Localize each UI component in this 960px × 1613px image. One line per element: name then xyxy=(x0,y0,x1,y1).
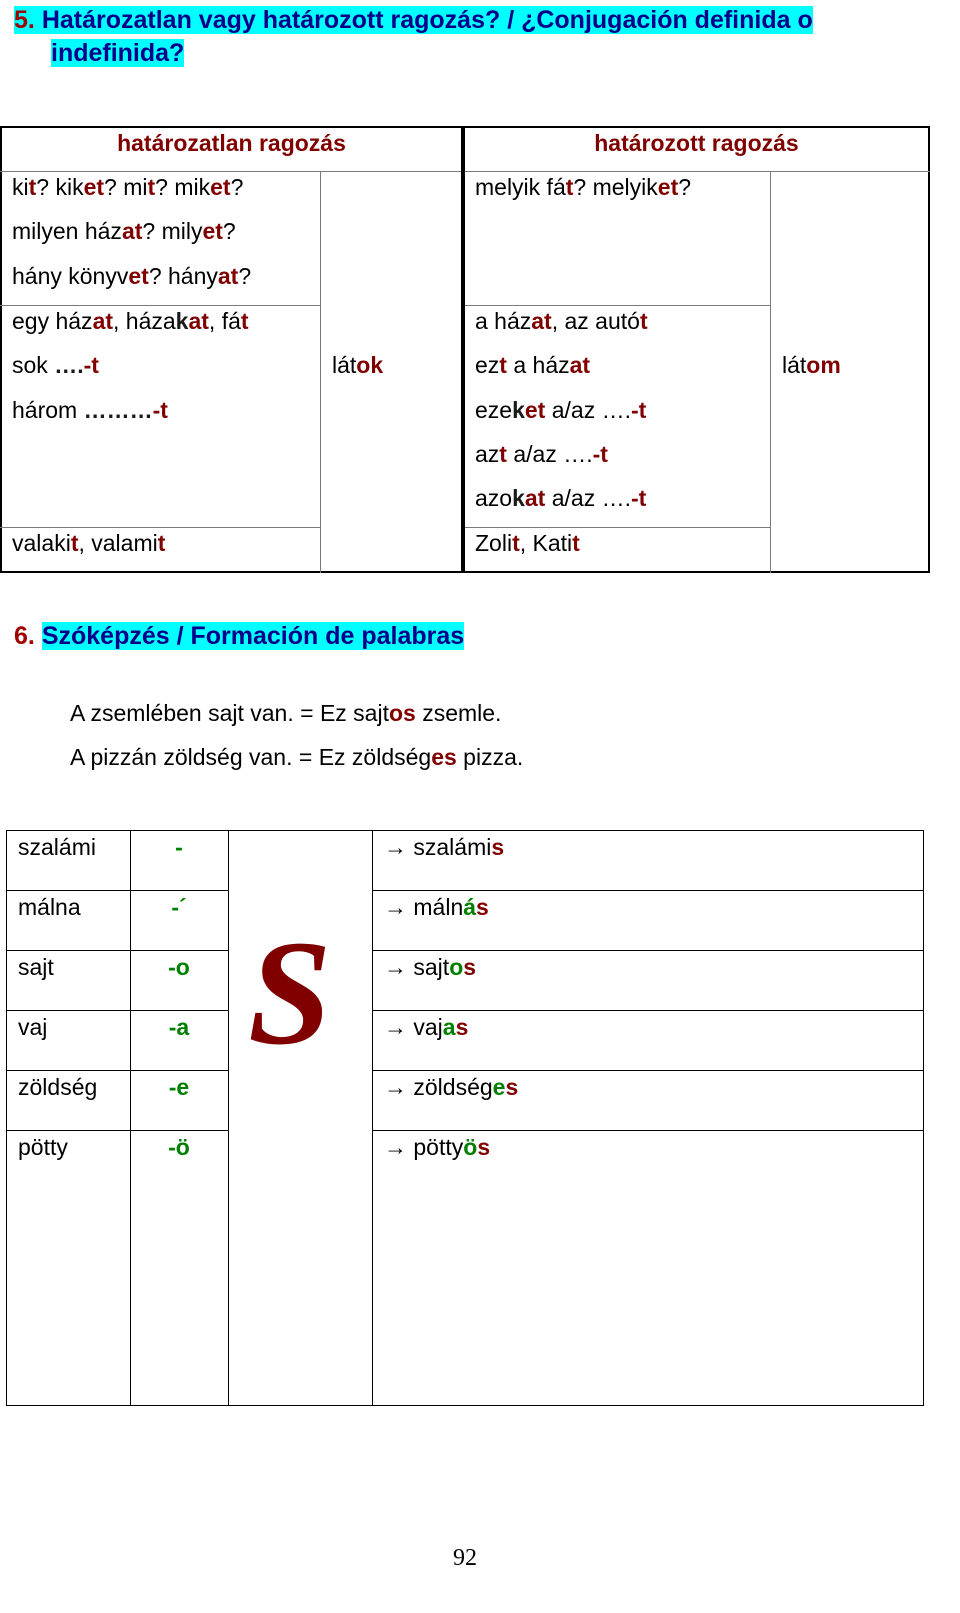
text-segment: t xyxy=(512,530,520,556)
text-segment: os xyxy=(388,700,416,726)
text-segment: s xyxy=(477,1134,491,1160)
text-segment: ? melyik xyxy=(573,174,658,200)
text-segment: ? hány xyxy=(148,263,218,289)
text-segment: , fá xyxy=(208,308,241,334)
linking-vowel: -e xyxy=(168,1074,190,1100)
text-segment: lát xyxy=(332,352,357,378)
text-segment: et xyxy=(524,397,546,423)
derived-word xyxy=(384,1014,468,1040)
text-segment: ……… xyxy=(83,397,153,423)
text-segment: a/az …. xyxy=(506,441,593,467)
text-segment: -t xyxy=(592,441,608,467)
text-segment: t xyxy=(565,174,574,200)
indefinite-row xyxy=(12,397,168,423)
text-segment: az xyxy=(475,441,500,467)
linking-vowel: -´ xyxy=(171,894,187,920)
definite-row xyxy=(475,530,580,556)
text-segment: Zoli xyxy=(475,530,513,556)
definite-row xyxy=(475,485,646,511)
definite-row xyxy=(475,441,608,467)
text-segment: k xyxy=(512,397,525,423)
text-segment: -t xyxy=(152,397,168,423)
text-segment: k xyxy=(512,485,525,511)
suffix-s-letter: S xyxy=(248,910,332,1076)
indefinite-row xyxy=(12,352,99,378)
linking-vowel: -ö xyxy=(168,1134,190,1160)
text-segment: et xyxy=(202,218,223,244)
text-segment: t xyxy=(499,441,507,467)
indefinite-row xyxy=(12,308,249,334)
text-segment: at xyxy=(569,352,591,378)
text-segment: et xyxy=(657,174,679,200)
text-segment: t xyxy=(240,308,249,334)
text-segment: t xyxy=(28,174,37,200)
text-segment: A pizzán zöldség van. = Ez zöldség xyxy=(70,744,432,770)
example-sentence xyxy=(70,744,523,770)
text-segment: k xyxy=(175,308,189,334)
indefinite-row xyxy=(12,174,243,200)
text-segment: s xyxy=(476,894,489,920)
base-word: pötty xyxy=(18,1134,68,1160)
text-segment: a ház xyxy=(506,352,570,378)
definite-row xyxy=(475,352,590,378)
base-word: zöldség xyxy=(18,1074,98,1100)
text-segment: ? xyxy=(222,218,236,244)
text-segment: t xyxy=(639,308,648,334)
text-segment: ? mi xyxy=(104,174,148,200)
section-6-number: 6. xyxy=(14,622,35,650)
text-segment: ? mily xyxy=(142,218,203,244)
section-5-title-line2: indefinida? xyxy=(51,39,185,67)
section-6-title: Szóképzés / Formación de palabras xyxy=(41,622,465,650)
text-segment: zsemle. xyxy=(415,700,502,726)
text-segment: es xyxy=(431,744,457,770)
text-segment: → pötty xyxy=(384,1134,464,1160)
text-segment: → vaj xyxy=(384,1014,443,1040)
text-segment: lát xyxy=(782,352,807,378)
header-definite: határozott ragozás xyxy=(594,130,799,156)
base-word: szalámi xyxy=(18,834,96,860)
text-segment: et xyxy=(83,174,105,200)
text-segment: at xyxy=(524,485,546,511)
section-5-title-line1: Határozatlan vagy határozott ragozás? / ¿Conjugación definida o xyxy=(41,6,813,34)
verb-latom xyxy=(782,352,841,378)
text-segment: → szalámi xyxy=(384,834,492,860)
text-segment: at xyxy=(217,263,239,289)
text-segment: milyen ház xyxy=(12,218,122,244)
text-segment: s xyxy=(463,954,477,980)
text-segment: A zsemlében sajt van. = Ez sajt xyxy=(70,700,389,726)
text-segment: ? xyxy=(238,263,252,289)
text-segment: hány könyv xyxy=(12,263,129,289)
example-sentence xyxy=(70,700,501,726)
indefinite-row xyxy=(12,218,236,244)
derived-word xyxy=(384,1074,518,1100)
definite-row xyxy=(475,174,691,200)
text-segment: , Kati xyxy=(519,530,573,556)
text-segment: ez xyxy=(475,352,500,378)
text-segment: t xyxy=(157,530,166,556)
text-segment: azo xyxy=(475,485,513,511)
linking-vowel: -o xyxy=(168,954,190,980)
text-segment: at xyxy=(92,308,114,334)
text-segment: ? mik xyxy=(155,174,211,200)
linking-vowel: - xyxy=(175,834,183,860)
section-6-heading xyxy=(14,620,464,653)
definite-row xyxy=(475,308,648,334)
text-segment: -t xyxy=(631,485,647,511)
text-segment: …. xyxy=(54,352,84,378)
indefinite-row xyxy=(12,530,165,556)
text-segment: s xyxy=(505,1074,519,1100)
text-segment: ? xyxy=(678,174,692,200)
base-word: vaj xyxy=(18,1014,48,1040)
text-segment: , az autó xyxy=(551,308,640,334)
text-segment: a ház xyxy=(475,308,532,334)
text-segment: eze xyxy=(475,397,513,423)
base-word: sajt xyxy=(18,954,54,980)
text-segment: ? kik xyxy=(36,174,84,200)
derived-word xyxy=(384,834,504,860)
verb-latok xyxy=(332,352,383,378)
page-number: 92 xyxy=(453,1545,477,1571)
linking-vowel: -a xyxy=(168,1014,190,1040)
text-segment: sok xyxy=(12,352,55,378)
text-segment: → máln xyxy=(384,894,464,920)
derived-word xyxy=(384,894,489,920)
text-segment: a/az …. xyxy=(545,397,631,423)
text-segment: melyik fá xyxy=(475,174,566,200)
text-segment: , háza xyxy=(113,308,176,334)
section-5-heading xyxy=(14,4,813,70)
text-segment: s xyxy=(455,1014,469,1040)
header-indefinite: határozatlan ragozás xyxy=(117,130,346,156)
text-segment: e xyxy=(492,1074,506,1100)
text-segment: t xyxy=(70,530,79,556)
text-segment: o xyxy=(449,954,464,980)
derived-word xyxy=(384,954,476,980)
text-segment: at xyxy=(531,308,552,334)
base-word: málna xyxy=(18,894,81,920)
text-segment: ki xyxy=(12,174,29,200)
indefinite-row xyxy=(12,263,251,289)
text-segment: -t xyxy=(631,397,647,423)
text-segment: ? xyxy=(230,174,244,200)
text-segment: á xyxy=(463,894,477,920)
text-segment: s xyxy=(491,834,505,860)
text-segment: , valami xyxy=(78,530,158,556)
section-5-number: 5. xyxy=(14,6,35,34)
text-segment: valaki xyxy=(12,530,71,556)
text-segment: egy ház xyxy=(12,308,93,334)
derived-word xyxy=(384,1134,490,1160)
text-segment: ok xyxy=(356,352,384,378)
text-segment: et xyxy=(128,263,149,289)
text-segment: at xyxy=(121,218,143,244)
text-segment: om xyxy=(806,352,841,378)
text-segment: → zöldség xyxy=(384,1074,493,1100)
text-segment: at xyxy=(188,308,209,334)
text-segment: pizza. xyxy=(456,744,524,770)
text-segment: -t xyxy=(83,352,99,378)
text-segment: a/az …. xyxy=(545,485,631,511)
text-segment: a xyxy=(442,1014,456,1040)
text-segment: t xyxy=(572,530,580,556)
definite-row xyxy=(475,397,646,423)
text-segment: ö xyxy=(463,1134,478,1160)
text-segment: három xyxy=(12,397,84,423)
text-segment: t xyxy=(499,352,507,378)
text-segment: t xyxy=(147,174,156,200)
text-segment: et xyxy=(210,174,231,200)
text-segment: → sajt xyxy=(384,954,450,980)
